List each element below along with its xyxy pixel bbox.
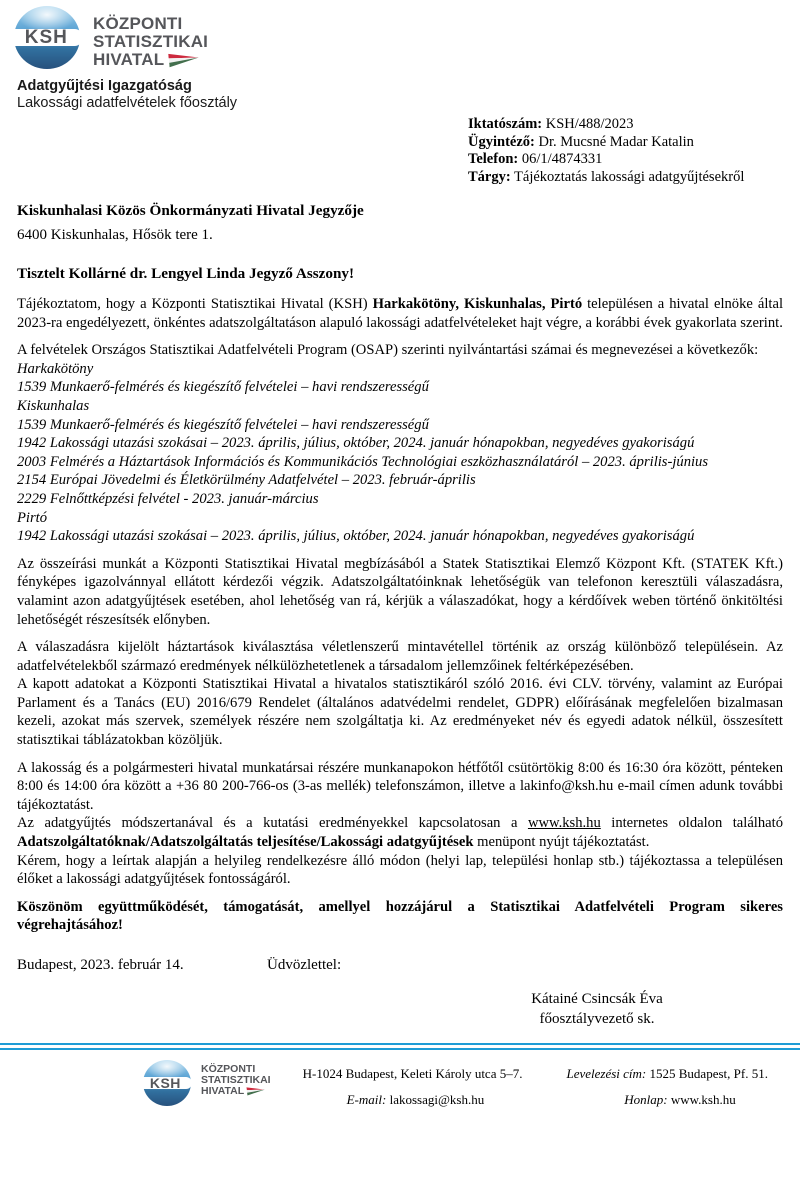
footer-web-value: www.ksh.hu xyxy=(667,1092,736,1107)
meta-value: KSH/488/2023 xyxy=(542,116,634,132)
text-run: Tájékoztatom, hogy a Központi Statisztikai Hivatal (KSH) xyxy=(17,296,373,312)
paragraph xyxy=(17,638,783,675)
meta-row-iktatoszam xyxy=(468,116,800,134)
meta-row-telefon xyxy=(468,151,800,169)
footer-org-name xyxy=(201,1060,271,1108)
paragraph xyxy=(17,341,783,360)
footer-org-line2: STATISZTIKAI xyxy=(201,1074,271,1086)
paragraph xyxy=(17,814,783,851)
paragraph xyxy=(17,555,783,629)
osap-list-line: 2229 Felnőttképzési felvétel - 2023. január-március xyxy=(17,490,319,507)
osap-list-line: 1539 Munkaerő-felmérés és kiegészítő felvételei – havi rendszerességű xyxy=(17,416,429,433)
footer-org-line1: KÖZPONTI xyxy=(201,1063,256,1075)
text-run: Az adatgyűjtés módszertanával és a kutatási eredményekkel kapcsolatosan a xyxy=(17,815,528,832)
paragraph xyxy=(17,852,783,889)
letter-date: Budapest, 2023. február 14. xyxy=(17,957,184,973)
ksh-logo-band xyxy=(10,26,83,48)
recipient-address: 6400 Kiskunhalas, Hősök tere 1. xyxy=(17,227,213,243)
org-name-line1: KÖZPONTI xyxy=(93,14,183,33)
ksh-footer-logo-icon xyxy=(143,1060,191,1106)
osap-list-line: 1539 Munkaerő-felmérés és kiegészítő felvételei – havi rendszerességű xyxy=(17,379,429,396)
footer-mail-value: 1525 Budapest, Pf. 51. xyxy=(646,1066,768,1081)
recipient-name: Kiskunhalasi Közös Önkormányzati Hivatal Jegyzője xyxy=(17,202,364,219)
osap-list-line: 2003 Felmérés a Háztartások Információs és Kommunikációs Technológiai eszközhasználatáról – 2023. április-június xyxy=(17,453,709,470)
meta-label: Ügyintéző: xyxy=(468,133,535,150)
osap-list-line: Harkakötöny xyxy=(17,360,94,377)
header xyxy=(0,0,800,70)
letter-body xyxy=(0,295,800,935)
ksh-website-link[interactable]: www.ksh.hu xyxy=(527,815,601,832)
org-name xyxy=(93,6,208,70)
closing-line xyxy=(0,957,800,974)
footer xyxy=(143,1060,768,1108)
meta-value: Tájékoztatás lakossági adatgyűjtésekről xyxy=(510,168,745,185)
text-run: Harkakötöny, Kiskunhalas, Pirtó xyxy=(372,296,583,312)
signature-block xyxy=(482,990,712,1029)
salutation: Tisztelt Kollárné dr. Lengyel Linda Jegyző Asszony! xyxy=(17,265,355,282)
osap-list-line: 1942 Lakossági utazási szokásai – 2023. április, július, október, 2024. január hónapokban, negyedéves gyakoriságú xyxy=(17,435,695,452)
footer-online-line xyxy=(303,1092,768,1108)
hungarian-flag-icon xyxy=(168,50,200,71)
ksh-footer-logo-band xyxy=(139,1075,192,1092)
text-run: Köszönöm együttműködését, támogatását, amellyel hozzájárul a Statisztikai Adatfelvételi Program sikeres végrehajtásához! xyxy=(17,898,783,934)
meta-value: 06/1/4874331 xyxy=(518,151,603,167)
department-name: Lakossági adatfelvételek főosztály xyxy=(17,95,238,111)
ksh-logo-monogram: KSH xyxy=(24,26,68,48)
text-run: Az összeírási munkát a Központi Statisztikai Hivatal megbízásából a Statek Statisztikai Elemző Központ Kft. (STATEK Kft.) fényképes igazolvánnyal ellátott kérdezői végzik. Adatszolgáltatóinknak lehetőségük van telefonon keresztüli válaszadásra, valamint azon adatgyűjtések esetében, ahol lehetőség van rá, kérjük a válaszadókat, hogy a kérdőívek weben történő önkitöltési lehetőségét részesítsék előnyben. xyxy=(17,555,783,628)
footer-email-label: E-mail: xyxy=(346,1092,387,1107)
osap-list-line: 2154 Európai Jövedelmi és Életkörülmény Adatfelvétel – 2023. február-április xyxy=(17,472,476,489)
text-run: menüpont nyújt tájékoztatást. xyxy=(473,834,650,851)
meta-row-targy xyxy=(468,169,800,187)
footer-email-value: lakossagi@ksh.hu xyxy=(386,1092,485,1107)
text-run: településen a hivatal elnöke által 2023-ra engedélyezett, önkéntes adatszolgáltatáson alapuló lakossági adatfelvételeket hajt végre, a korábbi évek gyakorlata szerint. xyxy=(17,296,783,331)
footer-contact xyxy=(303,1060,768,1108)
department-block xyxy=(0,78,800,112)
text-run: A lakosság és a polgármesteri hivatal munkatársai részére munkanapokon hétfőtől csütörtökig 8:00 és 16:30 óra között, pénteken 8:00 és 14:00 óra között a +36 80 200-766-os (3-as mellék) telefonszámon, illetve a lakinfo@ksh.hu e-mail címen adunk további tájékoztatást. xyxy=(17,759,783,813)
signer-name: Kátainé Csincsák Éva xyxy=(531,991,663,1007)
paragraph xyxy=(17,295,783,332)
meta-row-ugyintezo xyxy=(468,134,800,152)
osap-list-line: 1942 Lakossági utazási szokásai – 2023. április, július, október, 2024. január hónapokban, negyedéves gyakoriságú xyxy=(17,528,695,545)
footer-address-line xyxy=(303,1066,768,1082)
osap-list-line: Pirtó xyxy=(17,509,47,526)
text-run: Adatszolgáltatóknak/Adatszolgáltatás teljesítése/Lakossági adatgyűjtések xyxy=(17,834,474,851)
footer-mail-label: Levelezési cím: xyxy=(566,1066,647,1081)
hungarian-flag-icon xyxy=(247,1085,266,1099)
meta-value: Dr. Mucsné Madar Katalin xyxy=(534,133,694,150)
footer-org-line3: HIVATAL xyxy=(201,1086,271,1098)
paragraph xyxy=(17,759,783,815)
ksh-footer-logo-monogram: KSH xyxy=(149,1075,181,1092)
paragraph xyxy=(17,898,783,935)
meta-label: Iktatószám: xyxy=(468,116,543,132)
meta-label: Tárgy: xyxy=(468,168,511,185)
meta-label: Telefon: xyxy=(468,151,519,167)
footer-address: H-1024 Budapest, Keleti Károly utca 5–7. xyxy=(302,1066,523,1081)
ksh-logo-icon xyxy=(14,6,80,69)
case-metadata xyxy=(468,116,800,186)
directorate-name: Adatgyűjtési Igazgatóság xyxy=(17,78,192,94)
text-run: Kérem, hogy a leírtak alapján a helyileg rendelkezésre álló módon (helyi lap, települési honlap stb.) tájékoztassa a településen élőket a lakossági adatgyűjtések fontosságáról. xyxy=(17,852,783,888)
text-run: internetes oldalon található xyxy=(600,815,783,832)
footer-separator xyxy=(0,1043,800,1050)
org-name-line3: HIVATAL xyxy=(93,51,208,70)
text-run: A válaszadásra kijelölt háztartások kiválasztása véletlenszerű mintavétellel történik az ország különböző településein. Az adatfelvételekből származó eredmények nélkülözhetetlenek a társadalom jellemzőinek feltérképezésében. xyxy=(17,639,783,674)
paragraph xyxy=(17,675,783,749)
signer-title: főosztályvezető sk. xyxy=(539,1010,655,1027)
text-run: A kapott adatokat a Központi Statisztikai Hivatal a hivatalos statisztikáról szóló 2016. évi CLV. törvény, valamint az Európai Parlament és a Tanács (EU) 2016/679 Rendelet (általános adatvédelmi rendelet, GDPR) előírásának megfelelően bizalmasan kezeli, azokat más szervek, személyek részére nem szolgáltatja ki. Az eredményeket név és egyedi adatok nélkül, összesített statisztikai táblázatokban közöljük. xyxy=(17,676,783,749)
osap-list-line: Kiskunhalas xyxy=(17,397,90,414)
recipient-block xyxy=(0,202,800,244)
org-name-line2: STATISZTIKAI xyxy=(93,32,209,51)
text-run: A felvételek Országos Statisztikai Adatfelvételi Program (OSAP) szerinti nyilvántartási számai és megnevezései a következők: xyxy=(17,342,759,359)
footer-web-label: Honlap: xyxy=(624,1092,668,1107)
regards: Üdvözlettel: xyxy=(267,957,342,973)
